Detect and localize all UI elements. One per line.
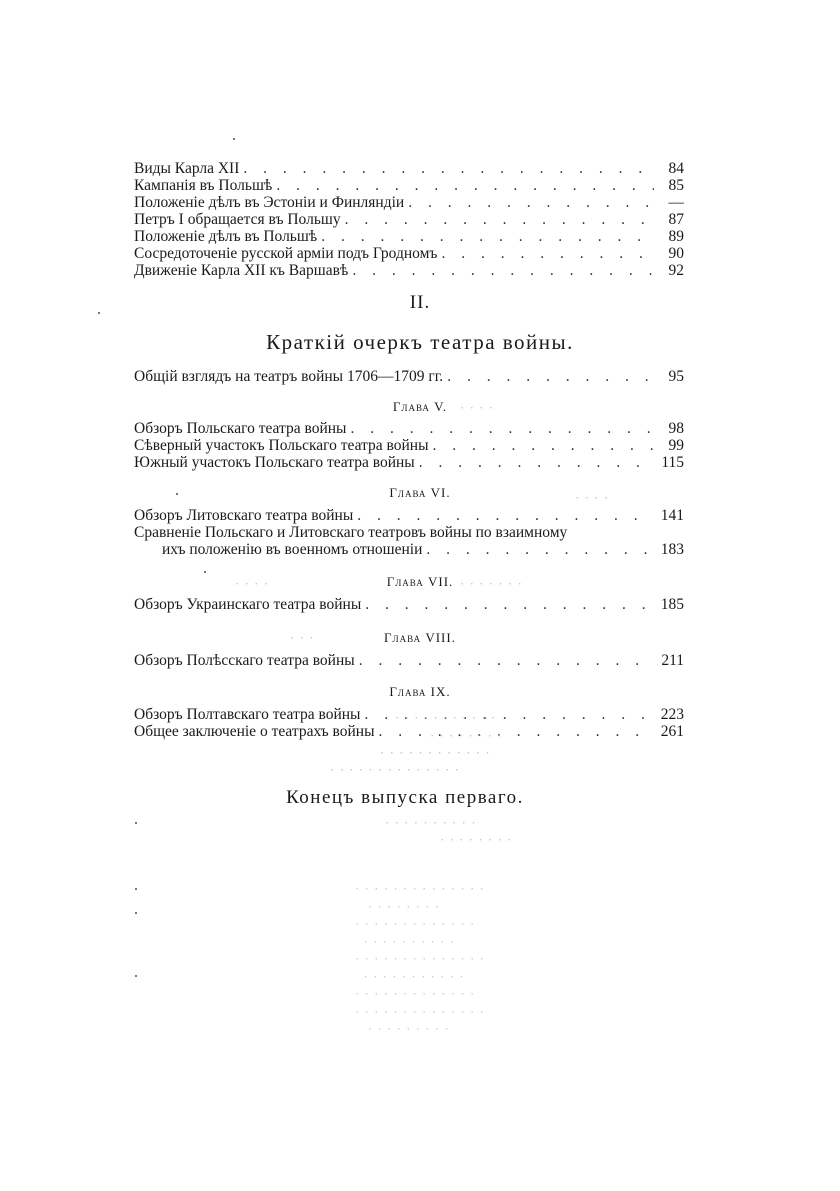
- toc-entry: [134, 437, 684, 454]
- toc-entry: [134, 211, 684, 228]
- dot-leader: [357, 507, 654, 524]
- dot-leader: [447, 368, 654, 385]
- toc-entry-title: Виды Карла XII: [134, 160, 240, 177]
- toc-entry-title: Обзоръ Полтавскаго театра войны: [134, 706, 361, 723]
- toc-entry-title: Сѣверный участокъ Польскаго театра войны: [134, 437, 429, 454]
- toc-entry-page: 183: [660, 541, 684, 558]
- toc-entry-title: Общее заключеніе о театрахъ войны: [134, 723, 375, 740]
- toc-entry-page: 223: [660, 706, 684, 723]
- print-speck: [135, 975, 137, 977]
- toc-entry-title: Положеніе дѣлъ въ Польшѣ: [134, 228, 318, 245]
- section-title: Краткій очеркъ театра войны.: [266, 330, 574, 354]
- dot-leader: [426, 541, 654, 558]
- dot-leader: [441, 245, 654, 262]
- bleed-through-mark: · · · · · · · · · · · · · ·: [330, 762, 460, 777]
- toc-entry-title: Движеніе Карла XII къ Варшавѣ: [134, 262, 349, 279]
- toc-entry: [134, 262, 684, 279]
- dot-leader: [345, 211, 654, 228]
- chapter-viii-block: [134, 652, 684, 669]
- dot-leader: [243, 160, 654, 177]
- toc-entry-page: 89: [668, 228, 684, 245]
- dot-leader: [365, 596, 654, 613]
- toc-entry-page: 211: [661, 652, 684, 669]
- dot-leader: [276, 177, 654, 194]
- toc-entry-page: 90: [668, 245, 684, 262]
- toc-general-block: [134, 368, 684, 385]
- print-speck: [176, 493, 178, 495]
- print-speck: [233, 138, 235, 140]
- chapter-heading: Глава VIII.: [384, 630, 456, 645]
- toc-entry-line2: [134, 541, 684, 558]
- chapter-vi-block: [134, 507, 684, 558]
- dot-leader: [419, 454, 654, 471]
- bleed-through-mark: · · ·: [290, 630, 315, 645]
- dot-leader: [359, 652, 654, 669]
- toc-entry: [134, 177, 684, 194]
- toc-entry-page: —: [668, 194, 684, 211]
- toc-entry: [134, 368, 684, 385]
- bleed-through-mark: · · · ·: [235, 576, 270, 591]
- toc-entry-title: Кампанія въ Польшѣ: [134, 177, 273, 194]
- toc-entry: [134, 228, 684, 245]
- toc-entry-page: 95: [668, 368, 684, 385]
- chapter-vii-block: [134, 596, 684, 613]
- toc-entry-page: 141: [660, 507, 684, 524]
- end-note: Конецъ выпуска перваго.: [286, 787, 524, 808]
- toc-entry-page: 99: [668, 437, 684, 454]
- print-speck: [135, 888, 137, 890]
- chapter-heading: Глава VI.: [389, 485, 451, 500]
- print-speck: [98, 312, 100, 314]
- chapter-heading: Глава V.: [392, 399, 448, 414]
- dot-leader: [408, 194, 654, 211]
- dot-leader: [350, 420, 654, 437]
- bleed-through-mark: · · · · · · · · · · · ·: [380, 745, 491, 760]
- print-speck: [135, 822, 137, 824]
- bleed-through-mark: · · · · · · · ·: [440, 832, 513, 847]
- toc-entry-title: Положеніе дѣлъ въ Эстоніи и Финляндіи: [134, 194, 405, 211]
- toc-top-block: [134, 160, 684, 279]
- toc-entry-title-line2: ихъ положенію въ военномъ отношеніи: [162, 541, 423, 558]
- bleed-through-mark: · · · · · · · ·: [430, 728, 503, 743]
- toc-entry-title: Обзоръ Литовскаго театра войны: [134, 507, 354, 524]
- toc-entry: [134, 160, 684, 177]
- print-speck: [204, 571, 206, 573]
- bleed-through-mark: · · · · · · ·: [460, 576, 523, 591]
- chapter-heading: Глава VII.: [386, 574, 454, 589]
- chapter-heading: Глава IX.: [389, 684, 451, 699]
- print-speck: [135, 912, 137, 914]
- toc-entry-page: 92: [668, 262, 684, 279]
- bleed-through-mark: · · · · · · · · · ·: [385, 815, 477, 830]
- bleed-through-mark: · · · ·: [460, 400, 495, 415]
- toc-entry-page: 115: [661, 454, 684, 471]
- toc-entry-title-line1: Сравненіе Польскаго и Литовскаго театровъ войны по взаимному: [134, 524, 568, 541]
- toc-entry: [134, 507, 684, 524]
- toc-entry-page: 98: [668, 420, 684, 437]
- bleed-through-mark: · · · · · · · · · · ·: [395, 710, 497, 725]
- dot-leader: [433, 437, 655, 454]
- bleed-through-mark: · · · ·: [575, 490, 610, 505]
- toc-entry: [134, 245, 684, 262]
- section-number: II.: [409, 292, 431, 313]
- bleed-through-block: · · · · · · · · · · · · · · · · · · · · · · · · · · · · · · · · · · · · · · · · · · · · · · · · · · · · · · · · · · · · · · · · · · · · · · · · · · · · · · · · · · · · · · · · · · · · · · · · · · · · · · · · · ·: [355, 881, 485, 1036]
- toc-entry-title: Южный участокъ Польскаго театра войны: [134, 454, 415, 471]
- toc-entry-page: 261: [660, 723, 684, 740]
- toc-entry: [134, 454, 684, 471]
- toc-entry-title: Петръ I обращается въ Польшу: [134, 211, 341, 228]
- toc-entry-title: Сосредоточеніе русской арміи подъ Гродномъ: [134, 245, 438, 262]
- dot-leader: [321, 228, 654, 245]
- toc-entry-page: 84: [668, 160, 684, 177]
- toc-entry-page: 85: [668, 177, 684, 194]
- toc-entry-title: Обзоръ Полѣсскаго театра войны: [134, 652, 355, 669]
- toc-entry: [134, 596, 684, 613]
- toc-entry: [134, 652, 684, 669]
- toc-entry-page: 87: [668, 211, 684, 228]
- toc-entry-page: 185: [660, 596, 684, 613]
- dot-leader: [352, 262, 654, 279]
- toc-entry-multiline: [134, 524, 684, 558]
- toc-entry: [134, 194, 684, 211]
- toc-entry: [134, 420, 684, 437]
- chapter-v-block: [134, 420, 684, 471]
- toc-entry-title: Общій взглядъ на театръ войны 1706—1709 гг.: [134, 368, 444, 385]
- toc-entry-title: Обзоръ Украинскаго театра войны: [134, 596, 362, 613]
- toc-entry-title: Обзоръ Польскаго театра войны: [134, 420, 347, 437]
